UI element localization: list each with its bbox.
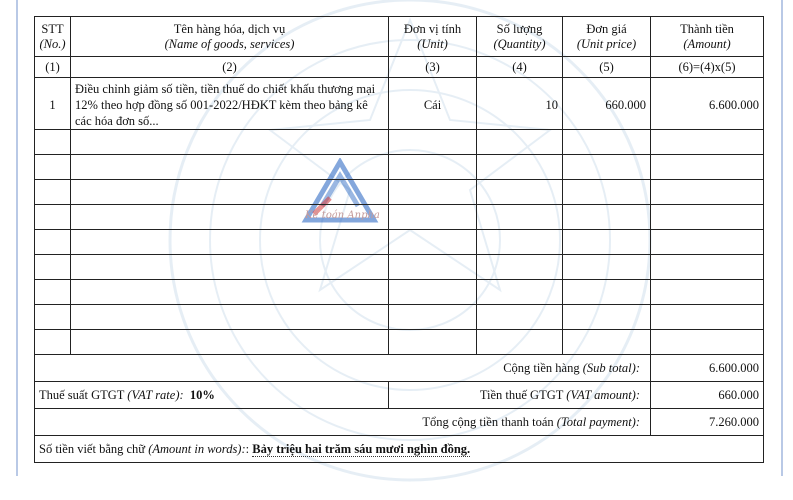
col-number: (5) — [563, 57, 651, 78]
amount-in-words-cell: Số tiền viết bằng chữ (Amount in words):: Bảy triệu hai trăm sáu mươi nghìn đồng. — [35, 436, 764, 463]
goods-table — [34, 16, 764, 463]
item-name: Điều chỉnh giảm số tiền, tiền thuế do chiết khấu thương mại 12% theo hợp đồng số 001-2022/HĐKT kèm theo bảng kê các hóa đơn số... — [71, 78, 389, 130]
item-qty: 10 — [477, 78, 563, 130]
vat-amount-label: Tiền thuế GTGT (VAT amount): — [389, 382, 651, 409]
total-row — [35, 409, 764, 436]
col-number: (1) — [35, 57, 71, 78]
empty-row — [35, 130, 764, 155]
vat-row — [35, 382, 764, 409]
empty-row — [35, 230, 764, 255]
empty-row — [35, 330, 764, 355]
col-number: (2) — [71, 57, 389, 78]
right-page-border — [781, 0, 783, 476]
col-number: (4) — [477, 57, 563, 78]
left-page-border — [16, 0, 18, 476]
empty-row — [35, 305, 764, 330]
vat-amount-value: 660.000 — [651, 382, 764, 409]
empty-row — [35, 280, 764, 305]
subtotal-row — [35, 355, 764, 382]
vat-rate-value: 10% — [189, 387, 215, 402]
col-header-qty: Số lượng (Quantity) — [477, 17, 563, 57]
header-row — [35, 17, 764, 57]
subtotal-value: 6.600.000 — [651, 355, 764, 382]
col-header-price: Đơn giá (Unit price) — [563, 17, 651, 57]
item-price: 660.000 — [563, 78, 651, 130]
col-number: (6)=(4)x(5) — [651, 57, 764, 78]
logo-text: Kế toán Anpha — [305, 210, 380, 221]
col-header-unit: Đơn vị tính (Unit) — [389, 17, 477, 57]
item-unit: Cái — [389, 78, 477, 130]
subtotal-label: Cộng tiền hàng (Sub total): — [35, 355, 651, 382]
empty-row — [35, 180, 764, 205]
col-header-stt: STT (No.) — [35, 17, 71, 57]
total-value: 7.260.000 — [651, 409, 764, 436]
table-row — [35, 78, 764, 130]
empty-row — [35, 255, 764, 280]
item-stt: 1 — [35, 78, 71, 130]
col-header-amount: Thành tiền (Amount) — [651, 17, 764, 57]
col-header-name: Tên hàng hóa, dịch vụ (Name of goods, services) — [71, 17, 389, 57]
empty-row — [35, 155, 764, 180]
column-number-row — [35, 57, 764, 78]
item-amount: 6.600.000 — [651, 78, 764, 130]
total-label: Tổng cộng tiền thanh toán (Total payment): — [35, 409, 651, 436]
amount-in-words-value: Bảy triệu hai trăm sáu mươi nghìn đồng. — [252, 441, 471, 456]
amount-in-words-row — [35, 436, 764, 463]
vat-rate-cell: Thuế suất GTGT (VAT rate): 10% — [35, 382, 389, 409]
empty-row — [35, 205, 764, 230]
col-number: (3) — [389, 57, 477, 78]
